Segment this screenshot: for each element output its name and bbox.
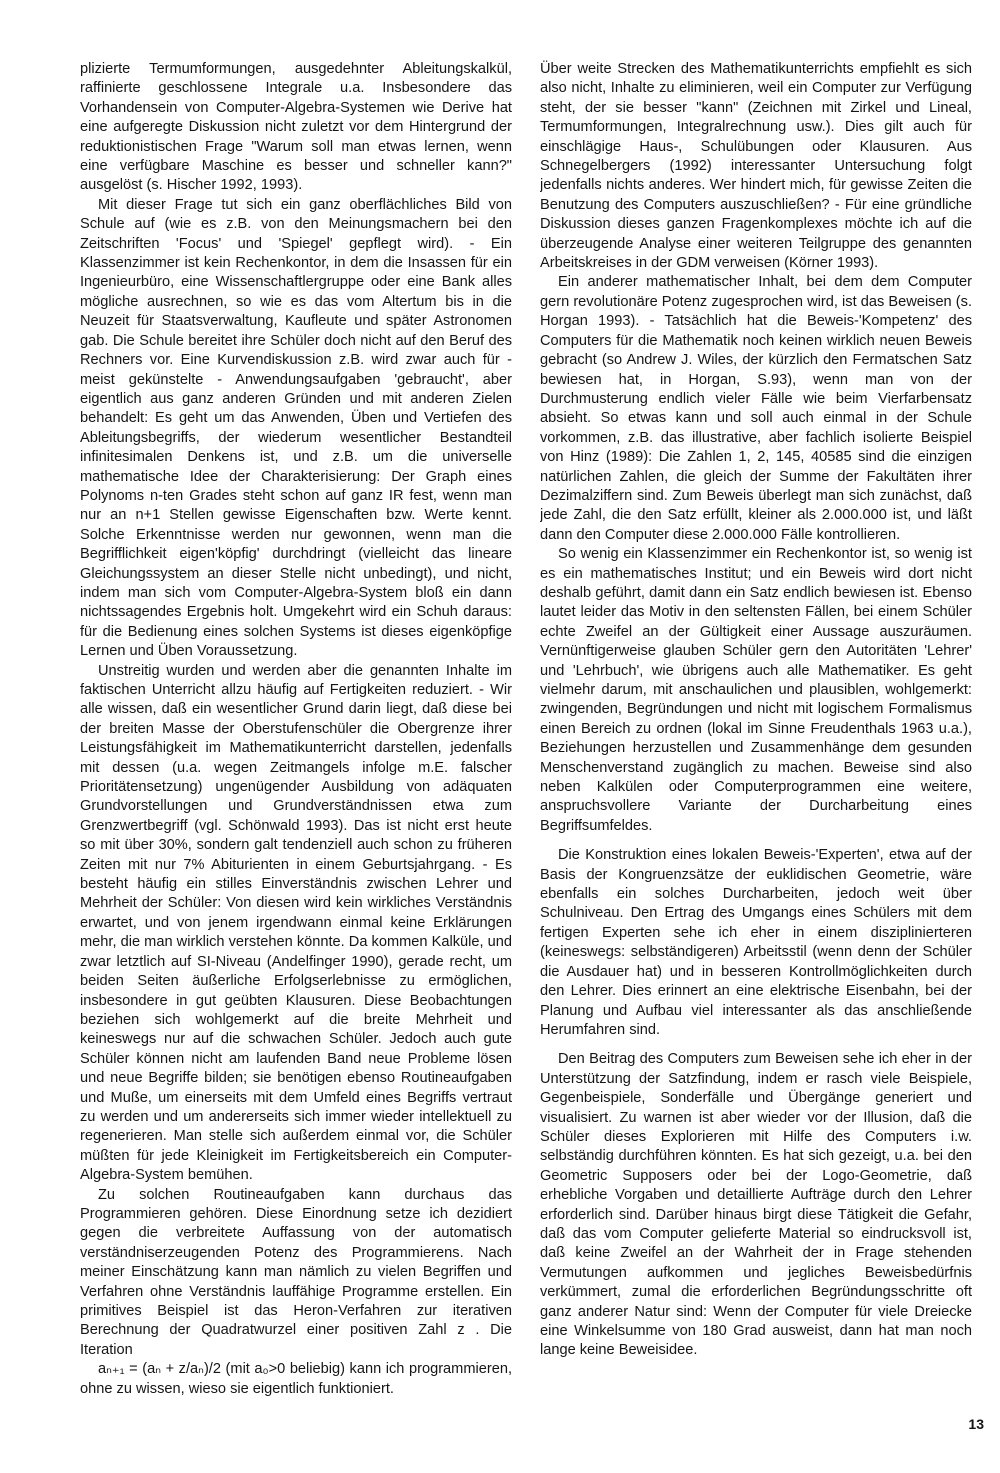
left-paragraph-1: plizierte Termumformungen, ausgedehnter Ableitungskalkül, raffinierte geschlossene Integrale u.a. Insbesondere das Vorhandensein von Computer-Algebra-Systemen wie Derive hat eine aufgeregte Diskussion nicht zuletzt vor dem Hintergrund der reduktionistischen Frage "Warum soll man etwas lernen, wenn eine verfügbare Maschine es besser und schneller kann?" ausgelöst (s. Hischer 1992, 1993).	[80, 61, 512, 194]
left-paragraph-formula: aₙ₊₁ = (aₙ + z/aₙ)/2 (mit a₀>0 beliebig) kann ich programmieren, ohne zu wissen, wieso sie eigentlich funktioniert.	[80, 1361, 512, 1397]
page-number: 13	[968, 1416, 984, 1432]
right-column	[540, 60, 972, 1361]
left-paragraph-3: Unstreitig wurden und werden aber die genannten Inhalte im faktischen Unterricht allzu häufig auf Fertigkeiten reduziert. - Wir alle wissen, daß ein wesentlicher Grund darin liegt, daß diese bei der breiten Masse der Oberstufenschüler die Obergrenze ihrer Leistungsfähigkeit im Mathematikunterricht darstellen, jedenfalls mit dessen (u.a. wegen Zeitmangels infolge m.E. falscher Prioritätensetzung) ungenügender Ausbildung von adäquaten Grundvorstellungen und Grundverständnissen etwa zum Grenzwertbegriff (vgl. Schönwald 1993). Das ist nicht erst heute so mit über 30%, sondern galt tendenziell auch schon zu früheren Zeiten mit nur 7% Abiturienten in einem Geburtsjahrgang. - Es besteht häufig ein stilles Einverständnis zwischen Lehrer und Mehrheit der Schüler: Von diesen wird kein wirkliches Verständnis erwartet, und von jenem irgendwann einmal keine Erklärungen mehr, die man wirklich verstehen könnte. Da kommen Kalküle, und zwar letztlich auf SI-Niveau (Andelfinger 1990), gerade recht, um beiden Seiten äußerliche Erfolgserlebnisse zu ermöglichen, insbesondere in gut geübten Klausuren. Diese Beobachtungen beziehen sich wohlgemerkt auf die breite Mehrheit und keineswegs nur auf die schwachen Schüler. Jedoch auch gute Schüler können nicht am laufenden Band neue Probleme lösen und neue Begriffe bilden; sie benötigen ebenso Routineaufgaben und Muße, um einerseits mit dem Umfeld eines Begriffs vertraut zu werden und um andererseits sich immer wieder intellektuell zu regenerieren. Man stelle sich außerdem einmal vor, die Schüler müßten für jede Kleinigkeit im Fertigkeitsbereich ein Computer-Algebra-System bemühen.	[80, 662, 512, 1184]
left-paragraph-2: Mit dieser Frage tut sich ein ganz oberflächliches Bild von Schule auf (wie es z.B. von den Meinungsmachern bei den Zeitschriften 'Focus' und 'Spiegel' gepflegt wird). - Ein Klassenzimmer ist kein Rechenkontor, in dem die Insassen für ein Ingenieurbüro, eine Wissenschaftlergruppe oder eine Bank alles mögliche ausrechnen, so wie es das vom Altertum bis in die Neuzeit für Staatsverwaltung, Kaufleute und später Astronomen gab. Die Schule bereitet ihre Schüler doch nicht auf den Beruf des Rechners vor. Eine Kurvendiskussion z.B. wird zwar auch für - meist gekünstelte - Anwendungsaufgaben 'gebraucht', aber eigentlich aus ganz anderen Gründen und mit anderen Zielen behandelt: Es geht um das Anwenden, Üben und Vertiefen des Ableitungsbegriffs, der wiederum wesentlicher Bestandteil infinitesimalen Denkens ist, und z.B. um die universelle mathematische Idee der Charakterisierung: Der Graph eines Polynoms n-ten Grades steht schon auf ganz IR fest, wenn man nur an n+1 Stellen gewisse Eigenschaften bzw. Werte kennt. Solche Erkenntnisse werden nur gewonnen, wenn man die Begrifflichkeit eigen'köpfig' durchdringt (vielleicht das lineare Gleichungssystem an dieser Stelle nicht unbedingt), und nicht, indem man sich vom Computer-Algebra-System bloß ein dann nichtssagendes Ergebnis holt. Umgekehrt wird ein Schuh daraus: für die Bedienung eines solchen Systems ist dieses eigenköpfige Lernen und Üben Voraussetzung.	[80, 196, 512, 660]
right-paragraph-5: Den Beitrag des Computers zum Beweisen sehe ich eher in der Unterstützung der Satzfindung, indem er rasch viele Beispiele, Gegenbeispiele, Sonderfälle und Übergänge generiert und visualisiert. Zu warnen ist aber wieder vor der Illusion, daß die Schüler dieses Explorieren mit Hilfe des Computers i.w. selbständig durchführen könnten. Es hat sich gezeigt, u.a. bei den Geometric Supposers oder bei der Logo-Geometrie, daß erhebliche Vorgaben und detaillierte Aufträge durch den Lehrer erforderlich sind. Darüber hinaus birgt diese Tätigkeit die Gefahr, daß das vom Computer gelieferte Material so eindrucksvoll ist, daß keine Zweifel an der Wahrheit der in Frage stehenden Vermutungen aufkommen und jegliches Beweisbedürfnis verkümmert, zumal die erforderlichen Begründungsschritte oft ganz anderer Natur sind: Wenn der Computer für viele Dreiecke eine Winkelsumme von 180 Grad ausweist, dann hat man noch lange keine Beweisidee.	[540, 1051, 972, 1359]
right-paragraph-1: Über weite Strecken des Mathematikunterrichts empfiehlt es sich also nicht, Inhalte zu eliminieren, weil ein Computer zur Verfügung steht, der sie besser "kann" (Zeichnen mit Zirkel und Lineal, Termumformungen, Integralrechnung usw.). Dies gilt auch für einschlägige Haus-, Schulübungen oder Klausuren. Aus Schnegelbergers (1992) interessanter Untersuchung folgt jedenfalls nichts anderes. Wer hindert mich, für gewisse Zeiten die Benutzung des Computers auszuschließen? - Für eine gründliche Diskussion dieses ganzen Fragenkomplexes möchte ich auf die überzeugende Analyse einer weiteren Teilgruppe des genannten Arbeitskreises in der GDM verweisen (Körner 1993).	[540, 61, 972, 272]
right-paragraph-3: So wenig ein Klassenzimmer ein Rechenkontor ist, so wenig ist es ein mathematisches Institut; und ein Beweis wird dort nicht deshalb geführt, damit dann ein Satz endlich bewiesen ist. Ebenso lautet leider das Motiv in den seltensten Fällen, bei einem Schüler echte Zweifel an der Gültigkeit einer Aussage auszuräumen. Vernünftigerweise glauben Schüler gern den Autoritäten 'Lehrer' und 'Lehrbuch', wie übrigens auch alle Mathematiker. Es geht vielmehr darum, mit anschaulichen und plausiblen, wohlgemerkt: zwingenden, Begründungen und nicht mit logischem Formalismus einen Bereich zu ordnen (lokal im Sinne Freudenthals 1963 u.a.), Beziehungen herzustellen und Zusammenhänge dem gesunden Menschenverstand zugänglich zu machen. Beweise sind also neben Kalkülen oder Computerprogrammen eine weitere, anspruchsvollere Variante der Durcharbeitung eines Begriffsumfeldes.	[540, 546, 972, 834]
left-column	[80, 60, 512, 1399]
left-paragraph-4: Zu solchen Routineaufgaben kann durchaus das Programmieren gehören. Diese Einordnung setze ich dezidiert gegen die verbreitete Auffassung von der automatisch verständniserzeugenden Potenz des Programmierens. Nach meiner Einschätzung kann man nämlich zu vielen Begriffen und Verfahren ohne Verständnis lauffähige Programme erstellen. Ein primitives Beispiel ist das Heron-Verfahren zur iterativen Berechnung der Quadratwurzel einer positiven Zahl z . Die Iteration	[80, 1186, 512, 1358]
right-paragraph-2: Ein anderer mathematischer Inhalt, bei dem dem Computer gern revolutionäre Potenz zugesprochen wird, ist das Beweisen (s. Horgan 1993). - Tatsächlich hat die Beweis-'Kompetenz' des Computers für die Mathematik noch keinen wirklich neuen Beweis gebracht (so Andrew J. Wiles, der kürzlich den Fermatschen Satz bewiesen hat, in Horgan, S.93), wenn man von der Durchmusterung endlich vieler Fälle wie beim Vierfarbensatz absieht. So etwas kann und soll auch einmal in der Schule vorkommen, z.B. das illustrative, aber fachlich isolierte Beispiel von Hinz (1989): Die Zahlen 1, 2, 145, 40585 sind die einzigen natürlichen Zahlen, die gleich der Summe der Fakultäten ihrer Dezimalziffern sind. Zum Beweis überlegt man sich zunächst, daß jede Zahl, die den Satz erfüllt, kleiner als 2.000.000 ist, und läßt dann den Computer diese 2.000.000 Fälle kontrollieren.	[540, 274, 972, 543]
right-paragraph-4: Die Konstruktion eines lokalen Beweis-'Experten', etwa auf der Basis der Kongruenzsätze der euklidischen Geometrie, wäre ebenfalls ein solches Durcharbeiten, jedoch weit über Schulniveau. Den Ertrag des Umgangs eines Schülers mit dem fertigen Experten sehe ich eher in einem disziplinierteren (keineswegs: selbständigeren) Arbeitsstil (wenn denn der Schüler die Ausdauer hat) und in besseren Kontrollmöglichkeiten durch den Lehrer. Dies erinnert an eine elektrische Eisenbahn, bei der Planung und Aufbau viel interessanter als das anschließende Herumfahren sind.	[540, 847, 972, 1038]
